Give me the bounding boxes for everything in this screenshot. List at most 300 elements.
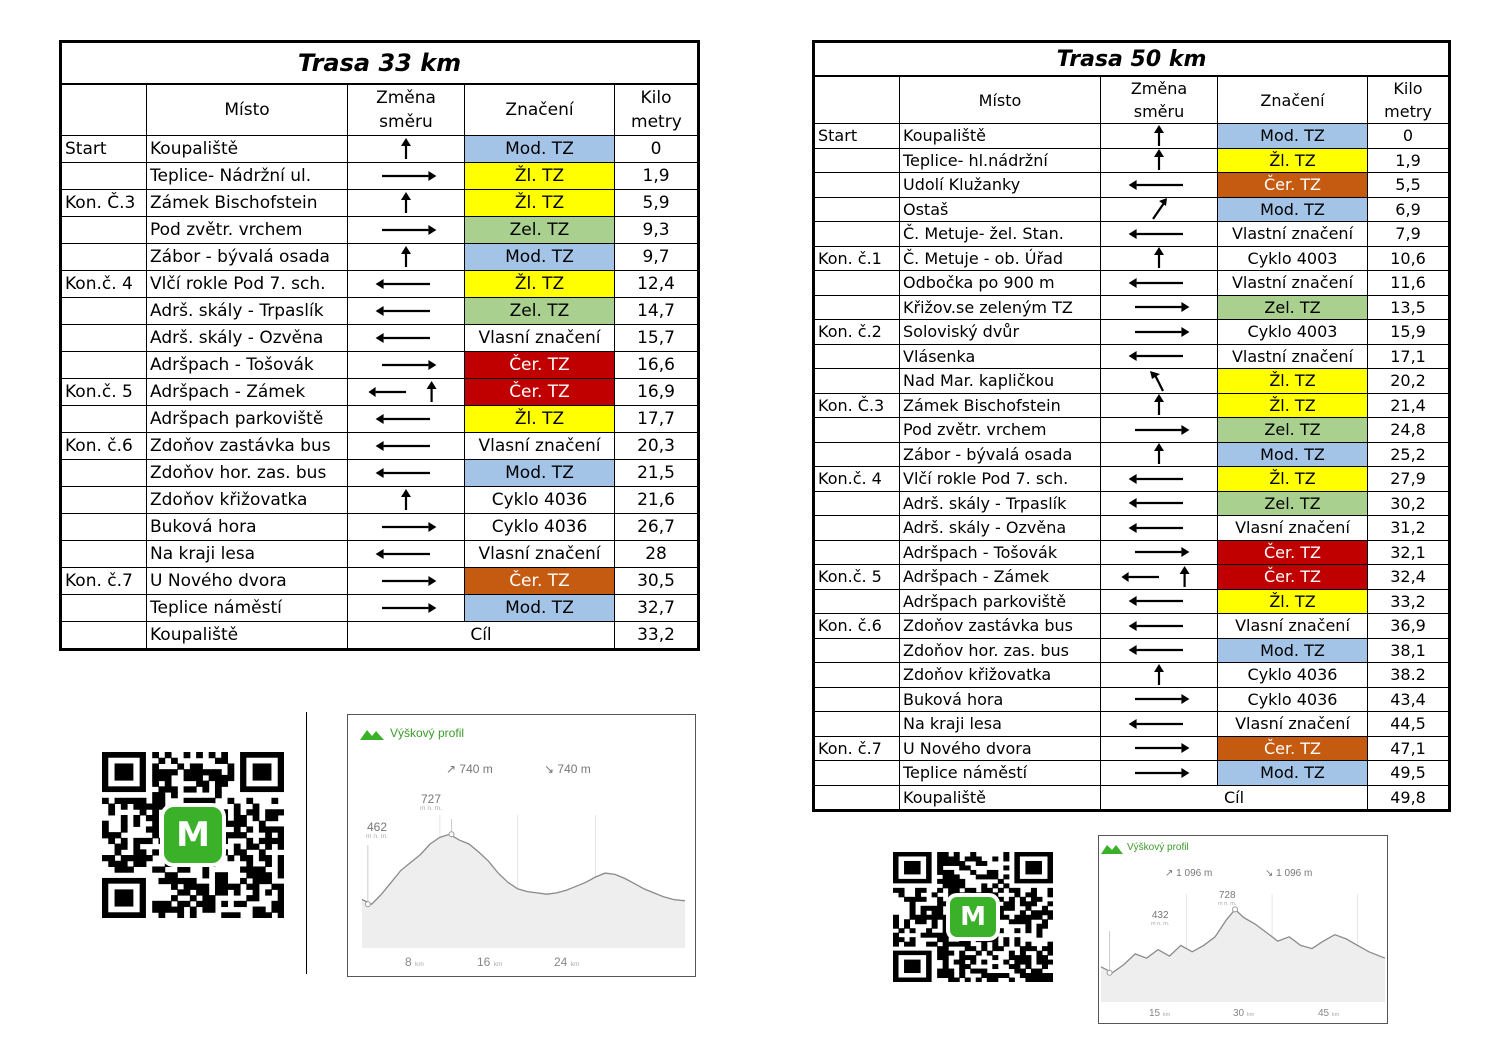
km-cell: 21,4 (1368, 393, 1450, 418)
marking-cell: Čer. TZ (1218, 565, 1368, 590)
table-row (814, 687, 1450, 712)
marking-header: Značení (465, 84, 615, 136)
marking-cell: Vlastní značení (1218, 344, 1368, 369)
checkpoint-cell (61, 622, 147, 650)
km-cell: 21,6 (615, 487, 699, 514)
checkpoint-cell: Kon. č.6 (61, 433, 147, 460)
direction-arrow-icon (348, 217, 465, 244)
ascent-icon: ↗ (1165, 868, 1174, 879)
place-cell: Zámek Bischofstein (147, 190, 348, 217)
table-row (814, 442, 1450, 467)
marking-cell: Žl. TZ (465, 406, 615, 433)
checkpoint-cell (814, 271, 900, 296)
place-cell: Vlásenka (900, 344, 1101, 369)
marking-cell: Čer. TZ (465, 379, 615, 406)
km-cell: 11,6 (1368, 271, 1450, 296)
finish-row (61, 622, 699, 650)
place-cell: Zábor - bývalá osada (900, 442, 1101, 467)
elevation-chart (348, 715, 695, 976)
place-cell: Koupaliště (147, 622, 348, 650)
direction-arrow-icon (1101, 197, 1218, 222)
direction-arrow-icon (1101, 736, 1218, 761)
direction-arrow-icon (348, 271, 465, 298)
table-row (814, 344, 1450, 369)
place-cell: U Nového dvora (900, 736, 1101, 761)
ascent-stat: ↗ 740 m (446, 762, 493, 776)
direction-arrow-icon (1101, 148, 1218, 173)
marking-cell: Vlastní značení (1218, 222, 1368, 247)
place-cell: Č. Metuje- žel. Stan. (900, 222, 1101, 247)
elevation-area (1101, 909, 1385, 1001)
direction-arrow-icon (348, 136, 465, 163)
place-cell: Udolí Klužanky (900, 173, 1101, 198)
place-cell: Křižov.se zeleným TZ (900, 295, 1101, 320)
direction-arrow-icon (348, 325, 465, 352)
km-cell: 32,1 (1368, 540, 1450, 565)
km-cell: 9,7 (615, 244, 699, 271)
profile-title: Výškový profil (1127, 842, 1189, 853)
checkpoint-cell (61, 460, 147, 487)
table-row (814, 516, 1450, 541)
divider-line (306, 712, 307, 974)
checkpoint-cell (61, 595, 147, 622)
km-cell: 28 (615, 541, 699, 568)
km-cell: 27,9 (1368, 467, 1450, 492)
km-cell: 36,9 (1368, 614, 1450, 639)
km-cell: 15,7 (615, 325, 699, 352)
checkpoint-cell (61, 298, 147, 325)
km-tick: 30 km (1233, 1008, 1255, 1019)
checkpoint-cell (814, 638, 900, 663)
km-cell: 33,2 (615, 622, 699, 650)
descent-stat: ↘ 740 m (544, 762, 591, 776)
km-tick: 8 km (405, 955, 424, 969)
checkpoint-cell: Start (814, 124, 900, 149)
table-row (814, 540, 1450, 565)
checkpoint-cell (814, 589, 900, 614)
direction-arrow-icon (1101, 442, 1218, 467)
table-row (61, 325, 699, 352)
place-cell: Teplice- Nádržní ul. (147, 163, 348, 190)
direction-arrow-icon (348, 379, 465, 406)
route-50-title: Trasa 50 km (814, 42, 1450, 77)
checkpoint-cell (814, 369, 900, 394)
table-row (61, 271, 699, 298)
marking-cell: Žl. TZ (1218, 148, 1368, 173)
checkpoint-cell (814, 687, 900, 712)
marking-cell: Zel. TZ (1218, 418, 1368, 443)
table-row (814, 124, 1450, 149)
checkpoint-cell: Kon. č.7 (61, 568, 147, 595)
place-cell: Na kraji lesa (147, 541, 348, 568)
checkpoint-cell (61, 541, 147, 568)
direction-arrow-icon (1101, 589, 1218, 614)
checkpoint-cell (814, 761, 900, 786)
direction-arrow-icon (1101, 761, 1218, 786)
place-cell: Zábor - bývalá osada (147, 244, 348, 271)
place-cell: Nad Mar. kapličkou (900, 369, 1101, 394)
checkpoint-cell: Kon.č. 5 (814, 565, 900, 590)
direction-arrow-icon (1101, 344, 1218, 369)
place-cell: Koupaliště (900, 785, 1101, 811)
place-cell: Č. Metuje - ob. Úřad (900, 246, 1101, 271)
marking-cell: Mod. TZ (465, 136, 615, 163)
marking-cell: Mod. TZ (465, 460, 615, 487)
km-cell: 5,5 (1368, 173, 1450, 198)
marking-cell: Žl. TZ (465, 271, 615, 298)
km-header: Kilo metry (615, 84, 699, 136)
finish-label: Cíl (348, 622, 615, 650)
marking-cell: Vlasní značení (465, 433, 615, 460)
place-cell: Adrš. skály - Trpaslík (900, 491, 1101, 516)
checkpoint-cell: Kon. č.6 (814, 614, 900, 639)
place-header: Místo (900, 76, 1101, 124)
checkpoint-cell (814, 418, 900, 443)
mapy-logo-icon: M (946, 893, 1000, 941)
checkpoint-cell (61, 244, 147, 271)
table-row (61, 568, 699, 595)
direction-arrow-icon (348, 352, 465, 379)
marking-cell: Cyklo 4003 (1218, 320, 1368, 345)
km-cell: 47,1 (1368, 736, 1450, 761)
km-cell: 38.2 (1368, 663, 1450, 688)
place-cell: Teplice- hl.nádržní (900, 148, 1101, 173)
place-cell: Pod zvětr. vrchem (147, 217, 348, 244)
km-cell: 9,3 (615, 217, 699, 244)
checkpoint-cell: Kon. Č.3 (61, 190, 147, 217)
checkpoint-cell: Kon.č. 5 (61, 379, 147, 406)
km-cell: 12,4 (615, 271, 699, 298)
direction-arrow-icon (348, 595, 465, 622)
place-cell: Zdoňov křižovatka (900, 663, 1101, 688)
checkpoint-cell: Start (61, 136, 147, 163)
marking-cell: Cyklo 4036 (465, 514, 615, 541)
descent-icon: ↘ (1265, 868, 1274, 879)
direction-header: Změna směru (348, 84, 465, 136)
table-row (814, 589, 1450, 614)
table-row (814, 173, 1450, 198)
table-row (61, 244, 699, 271)
table-row (61, 136, 699, 163)
table-row (814, 663, 1450, 688)
km-cell: 17,1 (1368, 344, 1450, 369)
place-cell: Soloviský dvůr (900, 320, 1101, 345)
direction-arrow-icon (348, 487, 465, 514)
place-cell: Adrš. skály - Ozvěna (900, 516, 1101, 541)
km-cell: 17,7 (615, 406, 699, 433)
km-cell: 24,8 (1368, 418, 1450, 443)
checkpoint-cell (61, 163, 147, 190)
marking-cell: Zel. TZ (1218, 295, 1368, 320)
finish-label: Cíl (1101, 785, 1368, 811)
marking-cell: Vlasní značení (1218, 614, 1368, 639)
marking-cell: Mod. TZ (1218, 124, 1368, 149)
km-cell: 21,5 (615, 460, 699, 487)
place-cell: Adrš. skály - Trpaslík (147, 298, 348, 325)
place-cell: Pod zvětr. vrchem (900, 418, 1101, 443)
checkpoint-cell (61, 514, 147, 541)
place-cell: Zdoňov hor. zas. bus (900, 638, 1101, 663)
qr-code-route-33[interactable] (102, 752, 284, 918)
checkpoint-cell: Kon. č.2 (814, 320, 900, 345)
direction-arrow-icon (1101, 271, 1218, 296)
place-cell: Teplice náměstí (147, 595, 348, 622)
table-row (814, 393, 1450, 418)
km-cell: 0 (1368, 124, 1450, 149)
place-cell: Zdoňov křižovatka (147, 487, 348, 514)
direction-arrow-icon (1101, 638, 1218, 663)
checkpoint-cell (814, 197, 900, 222)
km-cell: 1,9 (615, 163, 699, 190)
table-row (61, 352, 699, 379)
km-tick: 16 km (477, 955, 503, 969)
km-tick: 24 km (554, 955, 580, 969)
checkpoint-cell (814, 344, 900, 369)
marking-cell: Čer. TZ (1218, 736, 1368, 761)
profile-title: Výškový profil (390, 726, 465, 740)
table-row (61, 298, 699, 325)
km-tick: 15 km (1149, 1008, 1171, 1019)
marking-cell: Čer. TZ (1218, 540, 1368, 565)
checkpoint-cell (61, 406, 147, 433)
place-cell: Adršpach - Zámek (900, 565, 1101, 590)
checkpoint-cell: Kon. č.7 (814, 736, 900, 761)
max-marker (449, 832, 454, 837)
direction-arrow-icon (1101, 124, 1218, 149)
table-row (814, 197, 1450, 222)
km-cell: 7,9 (1368, 222, 1450, 247)
table-row (814, 565, 1450, 590)
direction-arrow-icon (1101, 491, 1218, 516)
table-row (814, 418, 1450, 443)
km-cell: 20,3 (615, 433, 699, 460)
km-cell: 13,5 (1368, 295, 1450, 320)
ascent-icon: ↗ (446, 762, 457, 776)
km-cell: 43,4 (1368, 687, 1450, 712)
marking-header: Značení (1218, 76, 1368, 124)
table-row (814, 467, 1450, 492)
table-row (814, 761, 1450, 786)
marking-cell: Mod. TZ (1218, 761, 1368, 786)
place-cell: Buková hora (147, 514, 348, 541)
place-cell: Ostaš (900, 197, 1101, 222)
mapy-logo-icon: M (160, 803, 226, 867)
max-elevation-label: 728 m n. m. (1218, 890, 1237, 907)
direction-arrow-icon (1101, 369, 1218, 394)
marking-cell: Čer. TZ (465, 568, 615, 595)
place-cell: Na kraji lesa (900, 712, 1101, 737)
km-cell: 30,5 (615, 568, 699, 595)
km-cell: 30,2 (1368, 491, 1450, 516)
km-cell: 10,6 (1368, 246, 1450, 271)
checkpoint-cell (814, 516, 900, 541)
km-cell: 33,2 (1368, 589, 1450, 614)
checkpoint-cell: Kon.č. 4 (814, 467, 900, 492)
checkpoint-cell (814, 663, 900, 688)
km-cell: 32,4 (1368, 565, 1450, 590)
place-cell: Adršpach parkoviště (147, 406, 348, 433)
direction-arrow-icon (1101, 565, 1218, 590)
direction-arrow-icon (348, 568, 465, 595)
start-elevation-label: 432 m n. m. (1151, 910, 1170, 927)
place-cell: Zdoňov zastávka bus (900, 614, 1101, 639)
finish-row (814, 785, 1450, 811)
direction-arrow-icon (348, 433, 465, 460)
place-cell: Teplice náměstí (900, 761, 1101, 786)
place-cell: Adršpach parkoviště (900, 589, 1101, 614)
place-cell: Buková hora (900, 687, 1101, 712)
direction-arrow-icon (348, 460, 465, 487)
marking-cell: Zel. TZ (465, 217, 615, 244)
direction-arrow-icon (1101, 222, 1218, 247)
checkpoint-cell (814, 442, 900, 467)
direction-arrow-icon (348, 541, 465, 568)
km-cell: 15,9 (1368, 320, 1450, 345)
table-row (814, 320, 1450, 345)
marking-cell: Žl. TZ (465, 190, 615, 217)
marking-cell: Cyklo 4036 (1218, 687, 1368, 712)
place-cell: Zámek Bischofstein (900, 393, 1101, 418)
marking-cell: Vlasní značení (465, 541, 615, 568)
direction-arrow-icon (348, 298, 465, 325)
checkpoint-cell (814, 491, 900, 516)
checkpoint-cell (814, 295, 900, 320)
route-33-title: Trasa 33 km (61, 42, 699, 85)
place-cell: Koupaliště (900, 124, 1101, 149)
table-row (814, 148, 1450, 173)
place-cell: Zdoňov zastávka bus (147, 433, 348, 460)
table-row (61, 379, 699, 406)
checkpoint-cell (61, 487, 147, 514)
place-cell: Koupaliště (147, 136, 348, 163)
place-cell: Odbočka po 900 m (900, 271, 1101, 296)
marking-cell: Žl. TZ (1218, 393, 1368, 418)
marking-cell: Žl. TZ (1218, 589, 1368, 614)
km-cell: 16,9 (615, 379, 699, 406)
direction-arrow-icon (1101, 173, 1218, 198)
marking-cell: Mod. TZ (1218, 638, 1368, 663)
direction-arrow-icon (348, 163, 465, 190)
marking-cell: Vlasní značení (1218, 516, 1368, 541)
elevation-chart (1099, 836, 1387, 1023)
checkpoint-cell (814, 222, 900, 247)
qr-code-route-50[interactable] (893, 852, 1053, 982)
table-row (61, 460, 699, 487)
elevation-profile-route-50 (1098, 835, 1388, 1024)
marking-cell: Vlastní značení (1218, 271, 1368, 296)
table-row (814, 271, 1450, 296)
checkpoint-cell (61, 217, 147, 244)
table-row (814, 712, 1450, 737)
table-row (61, 190, 699, 217)
direction-header: Změna směru (1101, 76, 1218, 124)
km-header: Kilo metry (1368, 76, 1450, 124)
start-elevation-label: 462 m n. m. (366, 820, 388, 840)
km-cell: 0 (615, 136, 699, 163)
elevation-profile-route-33 (347, 714, 696, 977)
max-marker (1233, 907, 1238, 912)
ascent-stat: ↗ 1 096 m (1165, 868, 1213, 879)
start-marker (1107, 970, 1112, 975)
descent-stat: ↘ 1 096 m (1265, 868, 1313, 879)
km-cell: 20,2 (1368, 369, 1450, 394)
marking-cell: Žl. TZ (1218, 467, 1368, 492)
direction-arrow-icon (1101, 418, 1218, 443)
place-cell: Zdoňov hor. zas. bus (147, 460, 348, 487)
max-elevation-label: 727 m n. m. (420, 792, 442, 812)
km-cell: 49,5 (1368, 761, 1450, 786)
km-tick: 45 km (1318, 1008, 1340, 1019)
checkpoint-cell (814, 712, 900, 737)
table-row (61, 163, 699, 190)
km-cell: 1,9 (1368, 148, 1450, 173)
direction-arrow-icon (348, 244, 465, 271)
table-row (61, 433, 699, 460)
table-row (814, 295, 1450, 320)
place-cell: Vlčí rokle Pod 7. sch. (147, 271, 348, 298)
km-cell: 38,1 (1368, 638, 1450, 663)
direction-arrow-icon (1101, 320, 1218, 345)
checkpoint-cell (814, 540, 900, 565)
checkpoint-cell (814, 148, 900, 173)
table-row (814, 736, 1450, 761)
km-cell: 31,2 (1368, 516, 1450, 541)
direction-arrow-icon (1101, 614, 1218, 639)
marking-cell: Mod. TZ (465, 595, 615, 622)
direction-arrow-icon (1101, 540, 1218, 565)
table-row (814, 614, 1450, 639)
marking-cell: Mod. TZ (1218, 197, 1368, 222)
km-cell: 6,9 (1368, 197, 1450, 222)
direction-arrow-icon (1101, 246, 1218, 271)
place-cell: Adršpach - Zámek (147, 379, 348, 406)
route-50-table (812, 40, 1451, 812)
km-cell: 16,6 (615, 352, 699, 379)
km-cell: 5,9 (615, 190, 699, 217)
km-cell: 14,7 (615, 298, 699, 325)
km-cell: 49,8 (1368, 785, 1450, 811)
table-row (814, 491, 1450, 516)
km-cell: 44,5 (1368, 712, 1450, 737)
checkpoint-cell (61, 352, 147, 379)
start-marker (365, 902, 370, 907)
direction-arrow-icon (1101, 516, 1218, 541)
marking-cell: Žl. TZ (1218, 369, 1368, 394)
marking-cell: Zel. TZ (1218, 491, 1368, 516)
direction-arrow-icon (1101, 663, 1218, 688)
checkpoint-cell: Kon. č.1 (814, 246, 900, 271)
table-row (61, 217, 699, 244)
direction-arrow-icon (1101, 295, 1218, 320)
direction-arrow-icon (1101, 393, 1218, 418)
checkpoint-cell (61, 325, 147, 352)
direction-arrow-icon (1101, 687, 1218, 712)
place-cell: Adršpach - Tošovák (147, 352, 348, 379)
marking-cell: Čer. TZ (1218, 173, 1368, 198)
km-cell: 32,7 (615, 595, 699, 622)
stop-header (814, 76, 900, 124)
descent-icon: ↘ (544, 762, 555, 776)
table-row (814, 638, 1450, 663)
checkpoint-cell (814, 785, 900, 811)
marking-cell: Čer. TZ (465, 352, 615, 379)
marking-cell: Cyklo 4036 (465, 487, 615, 514)
direction-arrow-icon (1101, 467, 1218, 492)
checkpoint-cell: Kon.č. 4 (61, 271, 147, 298)
marking-cell: Cyklo 4003 (1218, 246, 1368, 271)
table-row (61, 514, 699, 541)
marking-cell: Žl. TZ (465, 163, 615, 190)
